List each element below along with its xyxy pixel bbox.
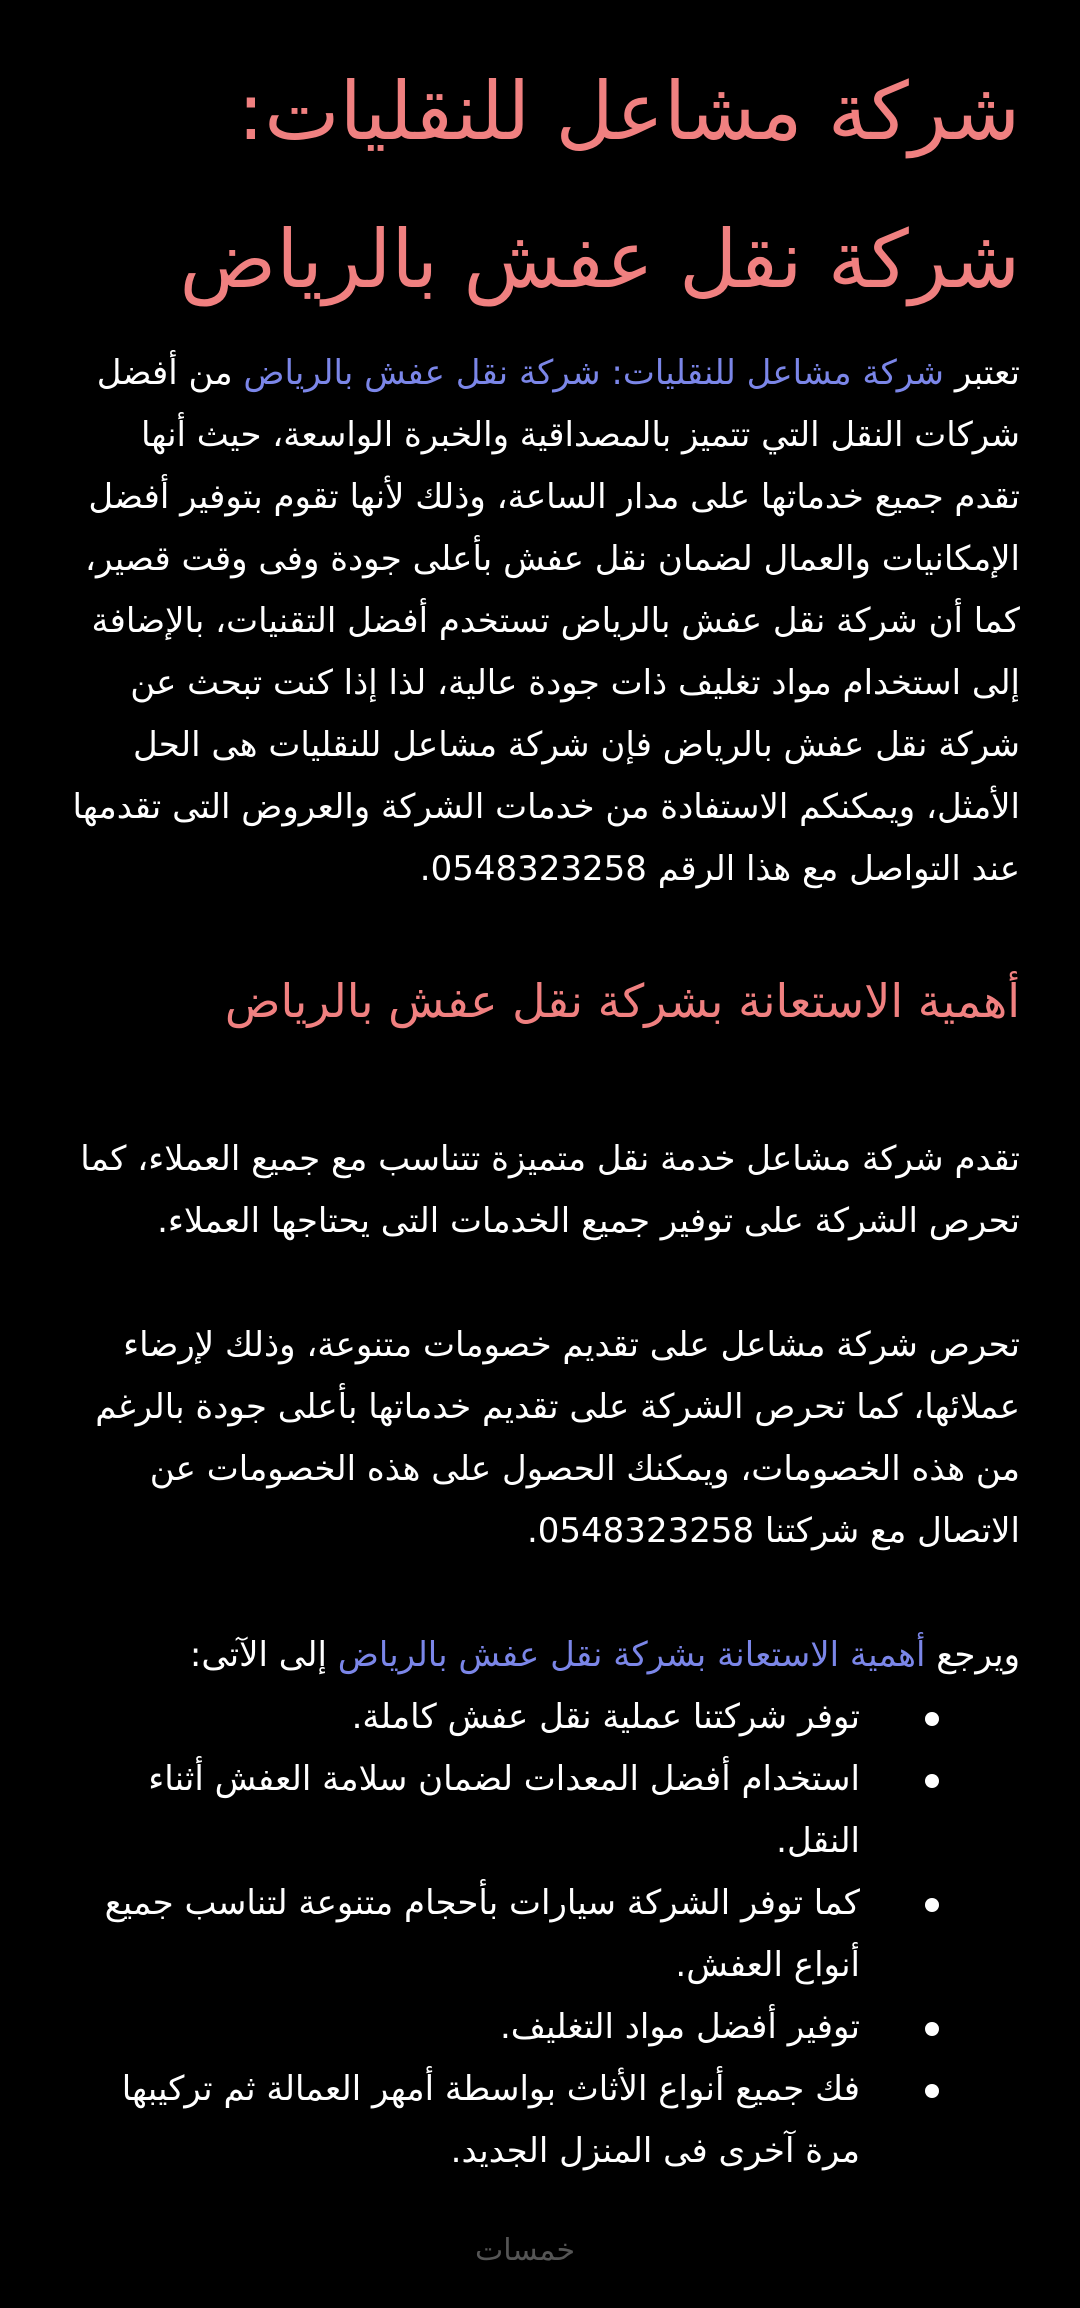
- page-title-line-1: شركة مشاعل للنقليات:: [237, 65, 1020, 158]
- list-item-text: توفير أفضل مواد التغليف.: [499, 2007, 860, 2047]
- bullet-dot-icon: [925, 1898, 939, 1912]
- list-item-text: توفر شركتنا عملية نقل عفش كاملة.: [351, 1697, 860, 1737]
- bullet-dot-icon: [925, 1774, 939, 1788]
- intro-link[interactable]: شركة مشاعل للنقليات: شركة نقل عفش بالرياض: [243, 353, 945, 393]
- list-item-text: فك جميع أنواع الأثاث بواسطة أمهر العمالة ثم تركيبها مرة آخرى فى المنزل الجديد.: [121, 2069, 860, 2171]
- intro-paragraph: [72, 342, 1020, 900]
- paragraph-discounts: تحرص شركة مشاعل على تقديم خصومات متنوعة، وذلك لإرضاء عملائها، كما تحرص الشركة على تقديم خدماتها بأعلى جودة بالرغم من هذه الخصومات، ويمكنك الحصول على هذه الخصومات عن الاتصال مع شركتنا 0548323258.: [95, 1325, 1020, 1551]
- intro-rest: من أفضل شركات النقل التي تتميز بالمصداقية والخبرة الواسعة، حيث أنها تقدم جميع خدماتها على مدار الساعة، وذلك لأنها تقوم بتوفير أفضل الإمكانيات والعمال لضمان نقل عفش بأعلى جودة وفى وقت قصير، كما أن شركة نقل عفش بالرياض تستخدم أفضل التقنيات، بالإضافة إلى استخدام مواد تغليف ذات جودة عالية، لذا إذا كنت تبحث عن شركة نقل عفش بالرياض فإن شركة مشاعل للنقليات هى الحل الأمثل، ويمكنكم الاستفادة من خدمات الشركة والعروض التى تقدمها عند التواصل مع هذا الرقم 0548323258.: [72, 353, 1020, 889]
- paragraph-services: تقدم شركة مشاعل خدمة نقل متميزة تتناسب مع جميع العملاء، كما تحرص الشركة على توفير جميع الخدمات التى يحتاجها العملاء.: [80, 1139, 1020, 1241]
- page-title-line-2: شركة نقل عفش بالرياض: [179, 213, 1020, 306]
- list-item: [72, 1872, 860, 1996]
- paragraph-reasons: [72, 1624, 1020, 1686]
- page-title: [72, 38, 1020, 334]
- list-item-text: استخدام أفضل المعدات لضمان سلامة العفش أثناء النقل.: [148, 1759, 860, 1861]
- bullet-dot-icon: [925, 2022, 939, 2036]
- reasons-rest: إلى الآتى:: [189, 1635, 338, 1675]
- reasons-list: [72, 1686, 1020, 2182]
- list-item: [72, 1996, 860, 2058]
- section-heading: أهمية الاستعانة بشركة نقل عفش بالرياض: [224, 974, 1020, 1028]
- bullet-dot-icon: [925, 2084, 939, 2098]
- reasons-link[interactable]: أهمية الاستعانة بشركة نقل عفش بالرياض: [337, 1635, 926, 1675]
- list-item: [72, 2058, 860, 2182]
- bullet-dot-icon: [925, 1712, 939, 1726]
- watermark-logo: خمسات: [475, 2233, 576, 2268]
- intro-lead: تعتبر: [944, 353, 1020, 393]
- list-item: [72, 1748, 860, 1872]
- list-item: [72, 1686, 860, 1748]
- list-item-text: كما توفر الشركة سيارات بأحجام متنوعة لتناسب جميع أنواع العفش.: [104, 1883, 860, 1985]
- reasons-lead: ويرجع: [925, 1635, 1020, 1675]
